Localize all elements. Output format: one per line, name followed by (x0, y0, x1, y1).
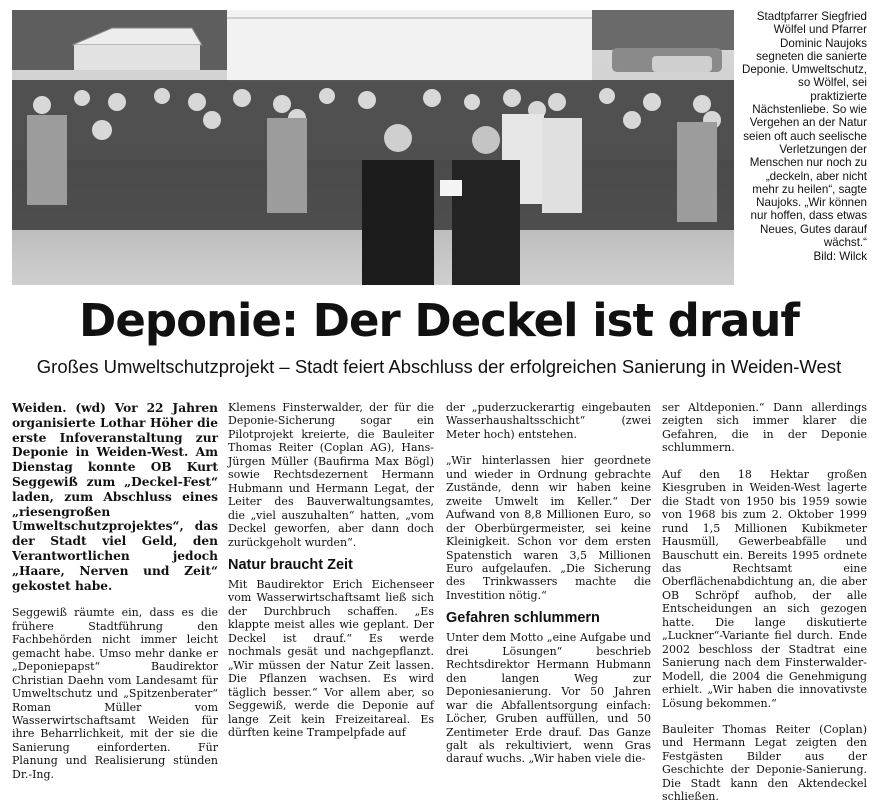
caption-text: Stadtpfarrer Siegfried Wölfel und Pfarrer Dominic Naujoks segneten die sanierte Deponie. Umweltschutz, so Wölfel, sei praktizierte Nächstenliebe. So wie Vergehen an der Natur seien oft auch seelische Verletzungen der Menschen nur noch zu „deckeln, aber nicht mehr zu heilen“, sagte Naujoks. „Wir können nur hoffen, dass etwas Neues, Gutes darauf wächst.“ (741, 10, 867, 250)
section-heading: Natur braucht Zeit (228, 556, 353, 573)
article-column-1 (12, 401, 218, 781)
crowd-photo-illustration (12, 10, 734, 285)
body-paragraph: Seggewiß räumte ein, dass es die frühere Stadtführung den Fachbehörden nicht immer leicht gemacht habe. Umso mehr danke er „Deponiepapst“ Baudirektor Christian Daehn vom Landesamt für Umweltschutz und „Spitzenberater“ Roman Müller vom Wasserwirtschaftsamt Weiden für ihre Beharrlichkeit, mit der sie die Sanierung einforderten. Für Planung und Realisierung stünden Dr.-Ing. (12, 606, 218, 781)
article-column-3 (446, 401, 651, 766)
article-column-4 (662, 401, 867, 804)
subheadline: Großes Umweltschutzprojekt – Stadt feiert Abschluss der erfolgreichen Sanierung in Weiden-West (36, 356, 842, 377)
body-paragraph: Auf den 18 Hektar großen Kiesgruben in Weiden-West lagerte die Stadt von 1950 bis 1959 sowie von 1968 bis zum 2. Oktober 1999 rund 1,5 Millionen Kubikmeter Hausmüll, Gewerbeabfälle und Bauschutt ein. Bereits 1995 ordnete das Rechtsamt eine Oberflächenabdichtung an, die aber OB Schröpf aufhob, der alle Entscheidungen an sich gezogen hatte. Die lange diskutierte „Luckner“-Variante fiel durch. Ende 2002 beschloss der Stadtrat eine Sanierung nach dem Finsterwalder-Modell, die 2004 die Genehmigung erhielt. „Wir haben die innovativste Lösung bekommen.“ (662, 467, 867, 710)
body-paragraph: Klemens Finsterwalder, der für die Deponie-Sicherung sogar ein Pilotprojekt kreierte, die Bauleiter Thomas Reiter (Coplan AG), Hans-Jürgen Müller (Baufirma Max Bögl) sowie Rechtsdezernent Hermann Hubmann und Hermann Legat, der Leiter des Bauverwaltungsamtes, die „viel auszuhalten“ hatten, „vom Deckel geworfen, aber dann doch zurückgeholt wurden“. (228, 401, 434, 549)
news-photo (12, 10, 734, 285)
headline: Deponie: Der Deckel ist drauf (78, 294, 800, 347)
body-paragraph: der „puderzuckerartig eingebauten Wasserhaushaltsschicht“ (zwei Meter hoch) entstehen. (446, 401, 651, 441)
photo-credit: Bild: Wilck (813, 250, 867, 264)
article-column-2 (228, 401, 434, 739)
photo-caption (741, 10, 867, 264)
body-paragraph: „Wir hinterlassen hier geordnete und wieder in Ordnung gebrachte Zustände, denn wir haben keine zweite Umwelt im Keller.“ Der Aufwand von 8,8 Millionen Euro, so der Oberbürgermeister, sei keine Kleinigkeit. Schon vor dem ersten Spatenstich waren 3,5 Millionen Euro aufgelaufen. „Die Sicherung des Trinkwassers machte die Investition nötig.“ (446, 454, 651, 602)
section-heading: Gefahren schlummern (446, 610, 600, 627)
body-paragraph: ser Altdeponien.“ Dann allerdings zeigten sich immer klarer die Gefahren, die in der Deponie schlummern. (662, 401, 867, 455)
body-paragraph: Bauleiter Thomas Reiter (Coplan) und Hermann Legat zeigten den Festgästen Bilder aus der Geschichte der Deponie-Sanierung. Die Stadt kann den Aktendeckel schließen. (662, 722, 867, 804)
body-paragraph: Mit Baudirektor Erich Eichenseer vom Wasserwirtschaftsamt ließ sich der Durchbruch schaffen. „Es klappte meist alles wie geplant. Der Deckel ist drauf.“ Es werde nochmals gesät und nachgepflanzt. „Wir müssen der Natur Zeit lassen. Die Pflanzen wachsen. Es wird täglich besser.“ Vor allem aber, so Seggewiß, werde die Deponie auf lange Zeit kein Freizeitareal. Es dürften keine Trampelpfade auf (228, 577, 434, 739)
lead-paragraph: Weiden. (wd) Vor 22 Jahren organisierte Lothar Höher die erste Infoveranstaltung zur Deponie in Weiden-West. Am Dienstag konnte OB Kurt Seggewiß zum „Deckel-Fest“ laden, zum Abschluss eines „riesengroßen Umweltschutzprojektes“, das der Stadt viel Geld, den Verantwortlichen jedoch „Haare, Nerven und Zeit“ gekostet habe. (12, 401, 218, 593)
body-paragraph: Unter dem Motto „eine Aufgabe und drei Lösungen“ beschrieb Rechtsdirektor Hermann Hubmann den langen Weg zur Deponiesanierung. Vor 50 Jahren war die Abfallentsorgung einfach: Löcher, Gruben auffüllen, und 50 Zentimeter Erde drauf. Das Ganze galt als rekultiviert, wenn Gras darauf wuchs. „Wir haben viele die- (446, 631, 651, 766)
